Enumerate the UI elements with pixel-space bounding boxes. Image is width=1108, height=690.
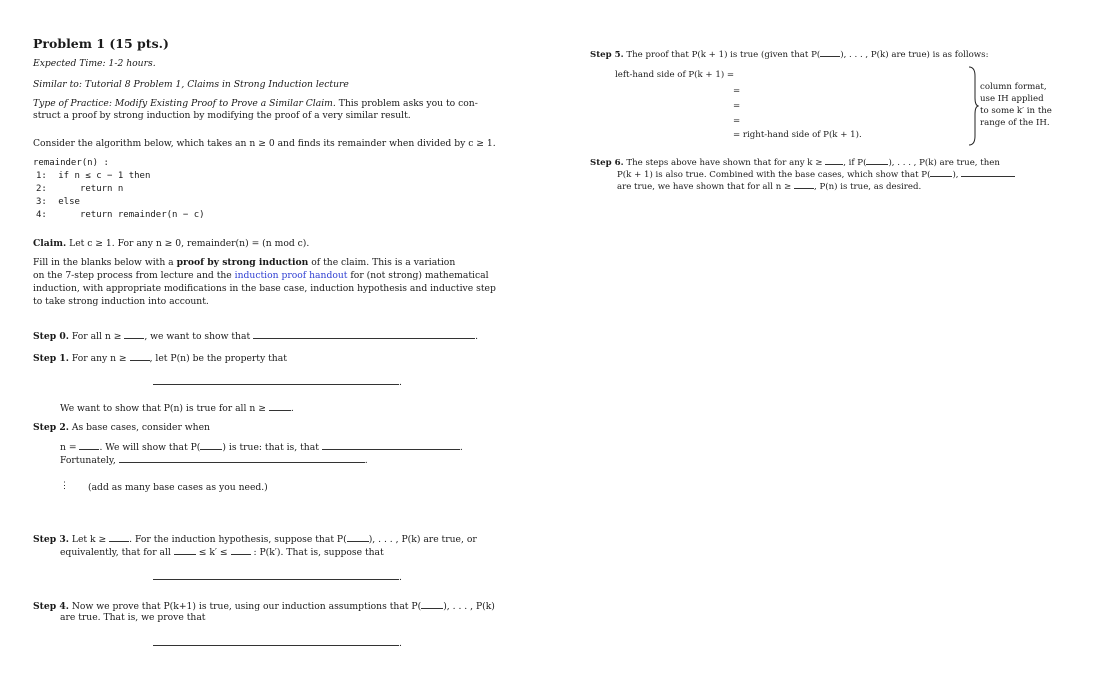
period: . [364,455,368,466]
instructions-text: Fill in the blanks below with a [33,257,177,268]
period: . [399,572,402,583]
instructions-line-1 [33,257,455,269]
step-text: P(k + 1) is also true. Combined with the base cases, which show that P( [617,170,931,180]
blank-field[interactable] [130,351,150,361]
step-2 [33,422,210,434]
step-text: , if P( [843,158,867,168]
step-5-eq: = [733,116,741,126]
practice-label: Type of Practice: Modify Existing Proof to Prove a Similar Claim. [33,98,336,109]
line-number: 4: [36,210,47,220]
instructions-text: of the claim. This is a variation [308,257,456,268]
blank-field[interactable] [124,329,144,339]
consider-text: Consider the algorithm below, which takes an n ≥ 0 and finds its remainder when divided by c ≥ 1. [33,138,496,149]
practice-line-2: struct a proof by strong induction by modifying the proof of a very similar result. [33,110,411,121]
step-label: Step 0. [33,331,69,342]
step-text: . For the induction hypothesis, suppose that P( [129,534,347,545]
algorithm-line [36,170,150,182]
step-1 [33,351,287,365]
line-code: return remainder(n − c) [58,210,205,220]
step-text: ), . . . , P(k) are true, then [888,158,1000,168]
step-5-eq: = [733,86,741,96]
step-text: are true, we have shown that for all n ≥ [617,182,794,192]
blank-field[interactable] [322,440,460,450]
step-text: We want to show that P(n) is true for all n ≥ [60,403,269,414]
step-text: , P(n) is true, as desired. [813,182,922,192]
step-2-fortunately [60,453,368,467]
step-text: ), . . . , P(k) [443,601,495,612]
step-0 [33,329,478,343]
step-2-more: (add as many base cases as you need.) [88,482,268,493]
blank-field[interactable] [174,545,196,555]
blank-field[interactable] [347,532,369,542]
blank-field[interactable] [269,401,291,411]
blank-field[interactable] [825,155,843,165]
algorithm-line [36,183,123,195]
step-text: For any n ≥ [68,353,130,364]
blank-field[interactable] [421,599,443,609]
blank-field[interactable] [109,532,129,542]
practice-line-1 [33,98,478,110]
blank-field[interactable] [119,453,365,463]
blank-field[interactable] [253,329,475,339]
step-label: Step 1. [33,353,69,364]
step-label: Step 5. [590,50,624,60]
line-code: if n ≤ c − 1 then [58,171,151,181]
step-label: Step 4. [33,601,69,612]
similar-to: Similar to: Tutorial 8 Problem 1, Claims in Strong Induction lecture [33,79,349,90]
line-code: return n [58,184,124,194]
step-2-dots: ⋮ [60,480,70,491]
line-number: 2: [36,184,47,194]
step-4-prove: are true. That is, we prove that [60,612,206,623]
blank-field[interactable] [153,375,399,385]
period: . [475,331,478,342]
problem-title: Problem 1 (15 pts.) [33,36,169,51]
line-code: else [58,197,80,207]
period: . [459,442,463,453]
blank-field[interactable] [930,167,952,177]
claim-label: Claim. [33,238,67,249]
instructions-line-2 [33,270,489,282]
blank-field[interactable] [231,545,251,555]
step-text: n = [60,442,80,453]
step-text: The steps above have shown that for any k ≥ [623,158,826,168]
step-5-note-2: use IH applied [980,94,1044,104]
blank-field[interactable] [866,155,888,165]
step-text: equivalently, that for all [60,547,174,558]
step-text: . We will show that P( [99,442,201,453]
instructions-line-4: to take strong induction into account. [33,296,209,307]
step-5-note-3: to some k′ in the [980,106,1052,116]
period: . [399,377,402,388]
step-5-eq: = [733,101,741,111]
step-text: As base cases, consider when [68,422,210,433]
expected-time: Expected Time: 1-2 hours. [33,58,156,69]
step-text: Fortunately, [60,455,119,466]
step-text: The proof that P(k + 1) is true (given that P( [623,50,821,60]
algorithm-line [36,196,80,208]
blank-field[interactable] [961,167,1015,177]
step-text: , let P(n) be the property that [149,353,287,364]
instructions-line-3: induction, with appropriate modifications in the base case, induction hypothesis and inductive step [33,283,496,294]
claim-text: Let c ≥ 1. For any n ≥ 0, remainder(n) = (n mod c). [66,238,310,249]
step-3-answer-line [153,570,402,584]
step-text: : P(k′). That is, suppose that [250,547,384,558]
step-text: ), . . . , P(k) are true) is as follows: [840,50,989,60]
step-text: Now we prove that P(k+1) is true, using our induction assumptions that P( [68,601,422,612]
step-text: Let k ≥ [68,534,110,545]
step-2-base-case [60,440,463,454]
step-text: For all n ≥ [68,331,125,342]
step-text: , we want to show that [144,331,254,342]
blank-field[interactable] [153,636,399,646]
line-number: 1: [36,171,47,181]
step-label: Step 3. [33,534,69,545]
step-text: ≤ k′ ≤ [195,547,231,558]
step-label: Step 2. [33,422,69,433]
step-text: ), . . . , P(k) are true, or [368,534,477,545]
blank-field[interactable] [200,440,222,450]
step-5-note-1: column format, [980,82,1047,92]
period: . [399,638,402,649]
step-1-goal [60,401,294,415]
line-number: 3: [36,197,47,207]
algorithm-line [36,209,205,221]
blank-field[interactable] [820,47,840,57]
step-4 [33,599,495,613]
right-brace-icon [967,66,979,146]
step-5-note-4: range of the IH. [980,118,1050,128]
step-3 [33,532,477,546]
step-5-rhs: = right-hand side of P(k + 1). [733,130,862,140]
instructions-bold: proof by strong induction [176,257,309,268]
induction-handout-link[interactable]: induction proof handout [234,270,348,281]
practice-text-1: This problem asks you to con- [335,98,478,109]
step-1-answer-line [153,375,402,389]
step-label: Step 6. [590,158,624,168]
step-5-lhs: left-hand side of P(k + 1) = [615,70,735,80]
step-text: ), [952,170,962,180]
step-5 [590,47,988,61]
instructions-text: for (not strong) mathematical [347,270,489,281]
claim [33,238,309,250]
algorithm-header: remainder(n) : [33,158,109,168]
instructions-text: on the 7-step process from lecture and the [33,270,235,281]
step-3-equivalently [60,545,384,559]
step-4-answer-line [153,636,402,650]
step-6-conclusion [617,179,921,193]
blank-field[interactable] [153,570,399,580]
blank-field[interactable] [79,440,99,450]
blank-field[interactable] [794,179,814,189]
step-text: ) is true: that is, that [222,442,322,453]
period: . [290,403,294,414]
